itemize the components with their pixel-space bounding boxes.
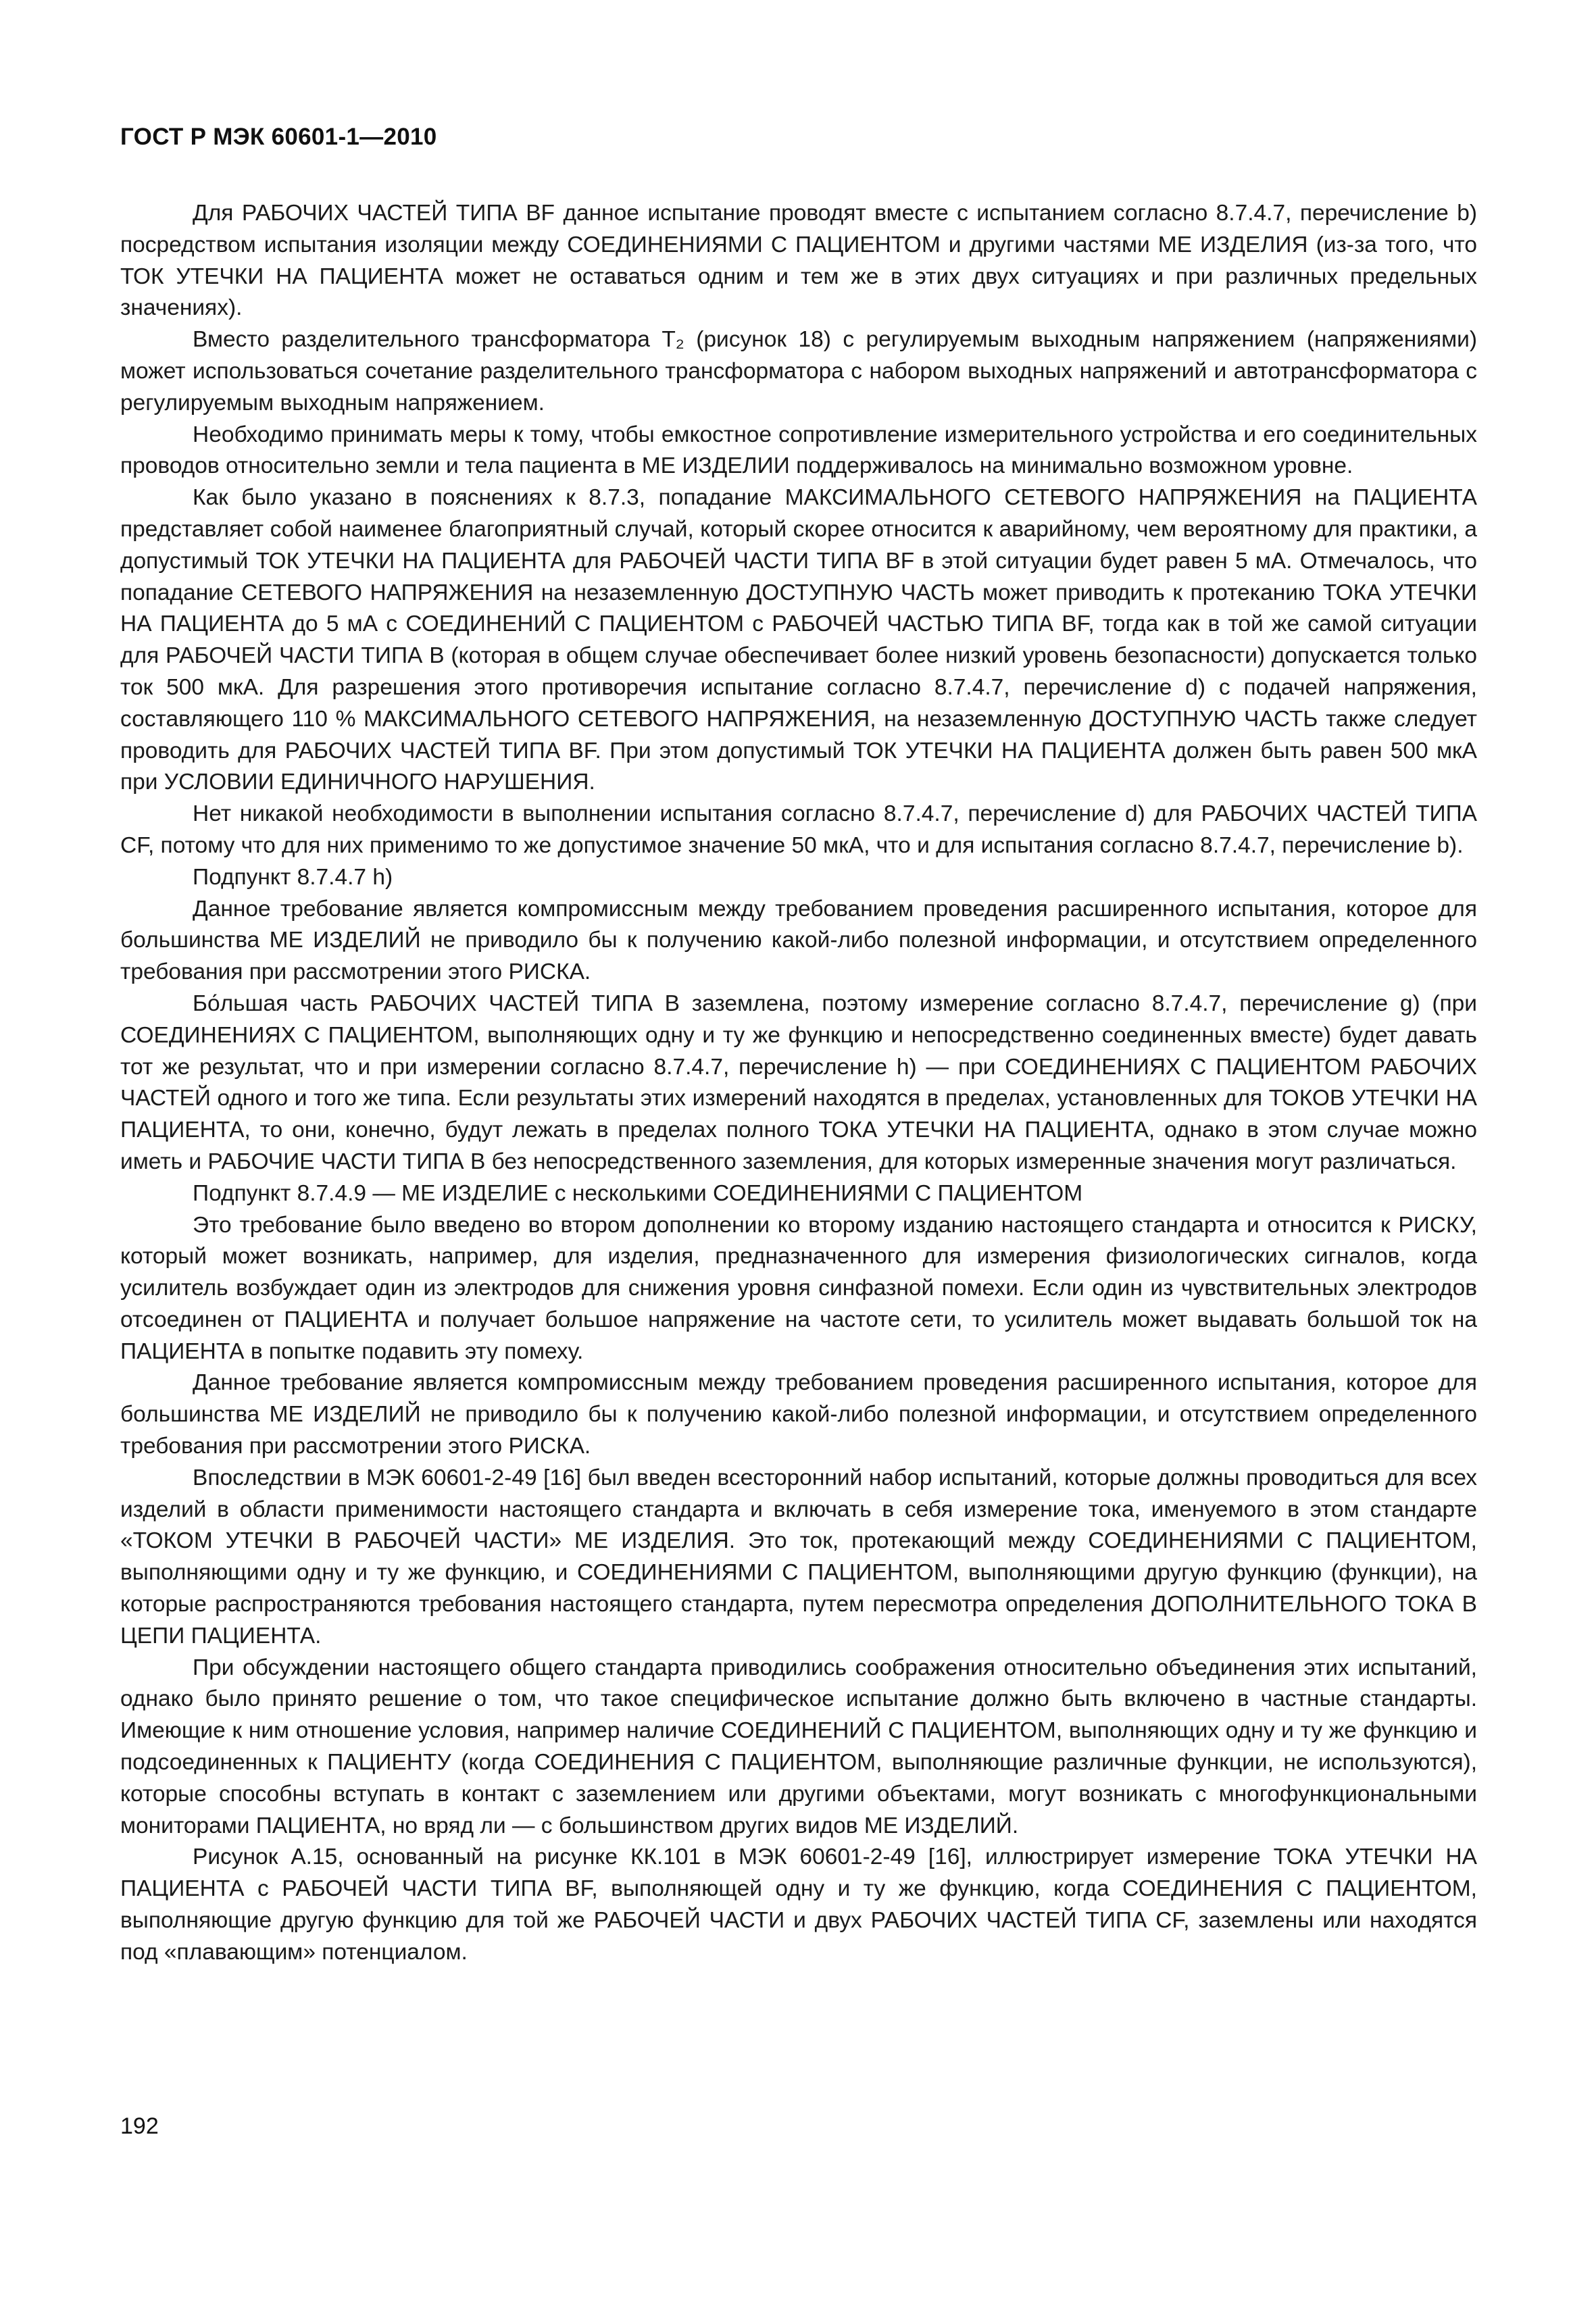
paragraph: Вместо разделительного трансформатора T₂ (рисунок 18) с регулируемым выходным напряжением (напряжениями) может использоваться сочетание разделительного трансформатора с набором выходных напряжений и автотрансформатора с регулируемым выходным напряжением.	[120, 327, 1477, 416]
page-number: 192	[120, 2113, 159, 2139]
standard-header: ГОСТ Р МЭК 60601-1—2010	[120, 124, 437, 150]
paragraph: Впоследствии в МЭК 60601-2-49 [16] был введен всесторонний набор испытаний, которые должны проводиться для всех изделий в области применимости настоящего стандарта и включать в себя измерение тока, именуемого в этом стандарте «ТОКОМ УТЕЧКИ В РАБОЧЕЙ ЧАСТИ» МЕ ИЗДЕЛИЯ. Это ток, протекающий между СОЕДИНЕНИЯМИ С ПАЦИЕНТОМ, выполняющими одну и ту же функцию, и СОЕДИНЕНИЯМИ С ПАЦИЕНТОМ, выполняющими другую функцию (функции), на которые распространяются требования настоящего стандарта, путем пересмотра определения ДОПОЛНИТЕЛЬНОГО ТОКА В ЦЕПИ ПАЦИЕНТА.	[120, 1465, 1477, 1649]
paragraph: Рисунок А.15, основанный на рисунке КК.101 в МЭК 60601-2-49 [16], иллюстрирует измерение ТОКА УТЕЧКИ НА ПАЦИЕНТА с РАБОЧЕЙ ЧАСТИ ТИПА BF, выполняющей одну и ту же функцию, когда СОЕДИНЕНИЯ С ПАЦИЕНТОМ, выполняющие другую функцию для той же РАБОЧЕЙ ЧАСТИ и двух РАБОЧИХ ЧАСТЕЙ ТИПА CF, заземлены или находятся под «плавающим» потенциалом.	[120, 1844, 1477, 1965]
paragraph: Это требование было введено во втором дополнении ко второму изданию настоящего стандарта и относится к РИСКУ, который может возникать, например, для изделия, предназначенного для измерения физиологических сигналов, когда усилитель возбуждает один из электродов для снижения уровня синфазной помехи. Если один из чувствительных электродов отсоединен от ПАЦИЕНТА и получает большое напряжение на частоте сети, то усилитель может выдавать большой ток на ПАЦИЕНТА в попытке подавить эту помеху.	[120, 1212, 1477, 1364]
paragraph: Как было указано в пояснениях к 8.7.3, попадание МАКСИМАЛЬНОГО СЕТЕВОГО НАПРЯЖЕНИЯ на ПАЦИЕНТА представляет собой наименее благоприятный случай, который скорее относится к аварийному, чем вероятному для практики, а допустимый ТОК УТЕЧКИ НА ПАЦИЕНТА для РАБОЧЕЙ ЧАСТИ ТИПА BF в этой ситуации будет равен 5 мА. Отмечалось, что попадание СЕТЕВОГО НАПРЯЖЕНИЯ на незаземленную ДОСТУПНУЮ ЧАСТЬ может приводить к протеканию ТОКА УТЕЧКИ НА ПАЦИЕНТА до 5 мА с СОЕДИНЕНИЙ С ПАЦИЕНТОМ с РАБОЧЕЙ ЧАСТЬЮ ТИПА BF, тогда как в той же самой ситуации для РАБОЧЕЙ ЧАСТИ ТИПА В (которая в общем случае обеспечивает более низкий уровень безопасности) допускается только ток 500 мкА. Для разрешения этого противоречия испытание согласно 8.7.4.7, перечисление d) с подачей напряжения, составляющего 110 % МАКСИМАЛЬНОГО СЕТЕВОГО НАПРЯЖЕНИЯ, на незаземленную ДОСТУПНУЮ ЧАСТЬ также следует проводить для РАБОЧИХ ЧАСТЕЙ ТИПА BF. При этом допустимый ТОК УТЕЧКИ НА ПАЦИЕНТА должен быть равен 500 мкА при УСЛОВИИ ЕДИНИЧНОГО НАРУШЕНИЯ.	[120, 485, 1477, 795]
subclause-heading: Подпункт 8.7.4.9 — МЕ ИЗДЕЛИЕ с несколькими СОЕДИНЕНИЯМИ С ПАЦИЕНТОМ	[193, 1180, 1083, 1206]
paragraph: Данное требование является компромиссным между требованием проведения расширенного испытания, которое для большинства МЕ ИЗДЕЛИЙ не приводило бы к получению какой-либо полезной информации, и отсутствием определенного требования при рассмотрении этого РИСКА.	[120, 1370, 1477, 1459]
paragraph: Нет никакой необходимости в выполнении испытания согласно 8.7.4.7, перечисление d) для РАБОЧИХ ЧАСТЕЙ ТИПА CF, потому что для них применимо то же допустимое значение 50 мкА, что и для испытания согласно 8.7.4.7, перечисление b).	[120, 801, 1477, 858]
paragraph: Необходимо принимать меры к тому, чтобы емкостное сопротивление измерительного устройства и его соединительных проводов относительно земли и тела пациента в МЕ ИЗДЕЛИИ поддерживалось на минимально возможном уровне.	[120, 422, 1477, 479]
paragraph: Бо́льшая часть РАБОЧИХ ЧАСТЕЙ ТИПА В заземлена, поэтому измерение согласно 8.7.4.7, перечисление g) (при СОЕДИНЕНИЯХ С ПАЦИЕНТОМ, выполняющих одну и ту же функцию и непосредственно соединенных вместе) будет давать тот же результат, что и при измерении согласно 8.7.4.7, перечисление h) — при СОЕДИНЕНИЯХ С ПАЦИЕНТОМ РАБОЧИХ ЧАСТЕЙ одного и того же типа. Если результаты этих измерений находятся в пределах, установленных для ТОКОВ УТЕЧКИ НА ПАЦИЕНТА, то они, конечно, будут лежать в пределах полного ТОКА УТЕЧКИ НА ПАЦИЕНТА, однако в этом случае можно иметь и РАБОЧИЕ ЧАСТИ ТИПА В без непосредственного заземления, для которых измеренные значения могут различаться.	[120, 990, 1477, 1174]
subclause-heading: Подпункт 8.7.4.7 h)	[193, 864, 393, 890]
paragraph: Данное требование является компромиссным между требованием проведения расширенного испытания, которое для большинства МЕ ИЗДЕЛИЙ не приводило бы к получению какой-либо полезной информации, и отсутствием определенного требования при рассмотрении этого РИСКА.	[120, 896, 1477, 985]
paragraph: Для РАБОЧИХ ЧАСТЕЙ ТИПА BF данное испытание проводят вместе с испытанием согласно 8.7.4.7, перечисление b) посредством испытания изоляции между СОЕДИНЕНИЯМИ С ПАЦИЕНТОМ и другими частями МЕ ИЗДЕЛИЯ (из-за того, что ТОК УТЕЧКИ НА ПАЦИЕНТА может не оставаться одним и тем же в этих двух ситуациях и при различных предельных значениях).	[120, 201, 1477, 321]
body-text	[120, 198, 1477, 1969]
paragraph: При обсуждении настоящего общего стандарта приводились соображения относительно объединения этих испытаний, однако было принято решение о том, что такое специфическое испытание должно быть включено в частные стандарты. Имеющие к ним отношение условия, например наличие СОЕДИНЕНИЙ С ПАЦИЕНТОМ, выполняющих одну и ту же функцию и подсоединенных к ПАЦИЕНТУ (когда СОЕДИНЕНИЯ С ПАЦИЕНТОМ, выполняющие различные функции, не используются), которые способны вступать в контакт с заземлением или другими объектами, могут возникать с многофункциональными мониторами ПАЦИЕНТА, но вряд ли — с большинством других видов МЕ ИЗДЕЛИЙ.	[120, 1655, 1477, 1838]
